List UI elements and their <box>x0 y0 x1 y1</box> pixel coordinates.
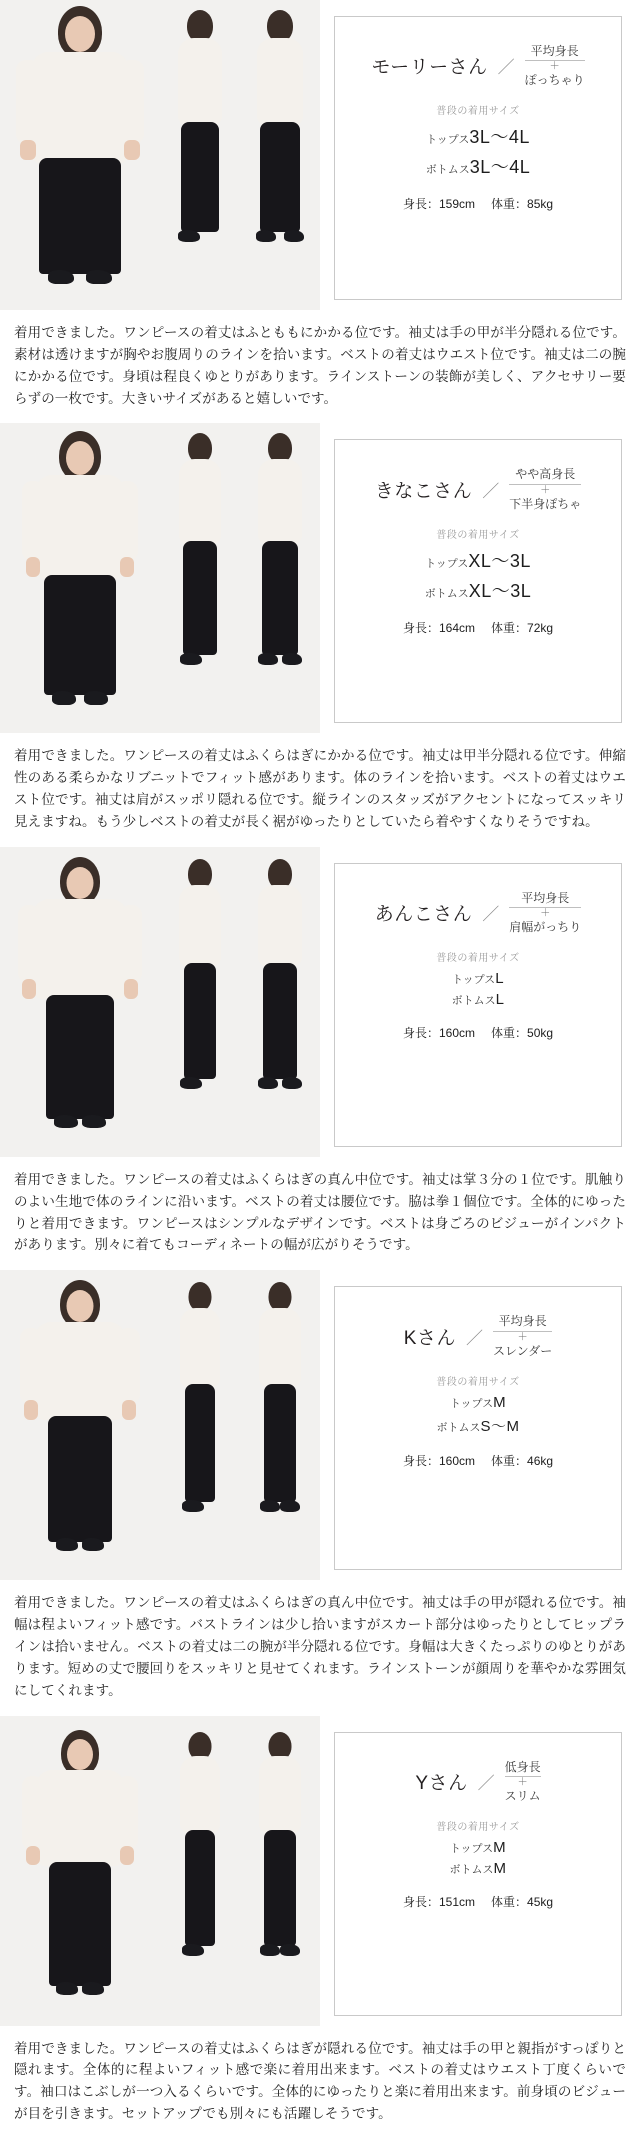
figure-illustration <box>0 1270 160 1574</box>
tops-size-value: M <box>493 1393 507 1411</box>
reviewer-name-row <box>349 43 607 88</box>
usual-size-label: 普段の着用サイズ <box>436 106 520 118</box>
measurements-row <box>403 1024 553 1041</box>
reviewer-comment: 着用できました。ワンピースの着丈はふとももにかかる位です。袖丈は手の甲が半分隠れる位です。素材は透けますが胸やお腹周りのラインを拾います。ベストの着丈はウエスト位です。袖丈は二の腕にかかる位です。身頃は程良くゆとりがあります。ラインストーンの装飾が美しく、アクセサリー要らずの一枚です。大きいサイズがあると嬉しいです。 <box>0 310 640 423</box>
tops-size-row <box>450 1839 506 1856</box>
tops-size-row <box>426 123 530 149</box>
photo-front <box>0 1270 160 1580</box>
reviewer-comment: 着用できました。ワンピースの着丈はふくらはぎの真ん中位です。袖丈は手の甲が隠れる位です。袖幅は程よいフィット感です。バストラインは少し拾いますがスカート部分はゆったりとしてヒップラインは拾いません。ベストの着丈は二の腕が半分隠れる位です。身幅は大きくたっぷりのゆとりがあります。短めの丈で腰回りをスッキリと見せてくれます。ラインストーンが顔周りを華やかな雰囲気にしてくれます。 <box>0 1580 640 1715</box>
photo-side <box>160 0 240 310</box>
figure-illustration <box>160 1716 240 2020</box>
photo-strip <box>0 0 320 310</box>
bottoms-size-value: 3L～4L <box>469 157 531 178</box>
figure-illustration <box>240 1270 320 1574</box>
slash-separator: ／ <box>477 1773 495 1793</box>
reviewer-traits <box>509 466 581 511</box>
usual-size-label: 普段の着用サイズ <box>436 529 520 541</box>
plus-sign: ＋ <box>540 908 551 920</box>
measurements-row <box>403 195 553 212</box>
reviewer-name-row <box>349 1313 607 1358</box>
weight-label: 体重： <box>491 1453 528 1468</box>
figure-illustration <box>0 847 160 1151</box>
measurements-row <box>403 619 553 636</box>
photo-side <box>160 1270 240 1580</box>
bottoms-size-row <box>426 153 531 179</box>
plus-sign: ＋ <box>517 1331 528 1343</box>
weight-measure <box>491 1024 553 1041</box>
bottoms-size-row <box>425 577 532 603</box>
figure-illustration <box>0 1716 160 2020</box>
tops-size-value: L <box>495 970 505 988</box>
bottoms-label: ボトムス <box>449 1863 494 1876</box>
height-measure <box>403 1452 475 1469</box>
tops-label: トップス <box>449 1397 494 1410</box>
plus-sign: ＋ <box>517 1776 528 1788</box>
photo-side <box>160 847 240 1157</box>
usual-size-label: 普段の着用サイズ <box>436 1821 520 1833</box>
photo-front <box>0 1716 160 2026</box>
tops-label: トップス <box>425 557 469 570</box>
usual-size-label: 普段の着用サイズ <box>436 1376 520 1388</box>
photo-back <box>240 0 320 310</box>
photo-front <box>0 0 160 310</box>
trait-bottom: スリム <box>504 1788 541 1803</box>
reviewer-name: モーリーさん <box>371 57 488 79</box>
tops-size-row <box>425 547 531 573</box>
reviewer-block <box>0 1270 640 1715</box>
height-value: 160cm <box>438 1026 475 1041</box>
photo-side <box>160 423 240 733</box>
measurements-row <box>403 1452 553 1469</box>
weight-label: 体重： <box>491 1894 528 1909</box>
bottoms-size-value: L <box>495 991 505 1009</box>
reviewer-info-card <box>320 847 640 1157</box>
weight-label: 体重： <box>491 1026 528 1041</box>
reviewer-top-row <box>0 847 640 1157</box>
reviewer-name-row <box>349 890 607 935</box>
height-value: 160cm <box>438 1453 475 1468</box>
reviewer-name: Kさん <box>403 1327 456 1349</box>
bottoms-size-row <box>452 991 505 1008</box>
weight-value: 85kg <box>527 197 554 212</box>
reviewer-top-row <box>0 1270 640 1580</box>
bottoms-label: ボトムス <box>436 1421 481 1434</box>
reviewer-name-row <box>349 466 607 511</box>
photo-front <box>0 423 160 733</box>
photo-back <box>240 1270 320 1580</box>
reviewer-info-card <box>320 0 640 310</box>
photo-back <box>240 1716 320 2026</box>
usual-size-label: 普段の着用サイズ <box>436 953 520 965</box>
weight-value: 72kg <box>527 620 554 635</box>
photo-side <box>160 1716 240 2026</box>
bottoms-size-row <box>450 1860 507 1877</box>
reviewer-info-card <box>320 423 640 733</box>
weight-measure <box>491 195 553 212</box>
bottoms-label: ボトムス <box>451 995 496 1008</box>
reviewer-name: あんこさん <box>374 904 473 926</box>
reviewer-traits <box>525 43 585 88</box>
height-value: 159cm <box>438 197 475 212</box>
tops-label: トップス <box>451 974 496 987</box>
trait-top: 平均身長 <box>525 43 585 61</box>
reviewer-top-row <box>0 0 640 310</box>
height-label: 身長： <box>402 620 439 635</box>
trait-top: 平均身長 <box>493 1313 552 1331</box>
reviewer-name: Yさん <box>415 1772 468 1794</box>
photo-strip <box>0 1716 320 2026</box>
figure-illustration <box>0 423 160 727</box>
slash-separator: ／ <box>482 481 500 501</box>
reviewer-block <box>0 0 640 423</box>
height-value: 164cm <box>438 620 475 635</box>
figure-illustration <box>240 0 320 304</box>
trait-bottom: ぽっちゃり <box>524 73 585 88</box>
reviewer-traits <box>509 890 581 935</box>
height-measure <box>403 619 475 636</box>
bottoms-size-value: S～M <box>480 1417 520 1435</box>
tops-label: トップス <box>449 1842 494 1855</box>
bottoms-size-row <box>436 1415 519 1436</box>
tops-size-row <box>450 1394 506 1411</box>
trait-bottom: 肩幅がっちり <box>509 920 582 935</box>
reviewer-comment: 着用できました。ワンピースの着丈はふくらはぎの真ん中位です。袖丈は掌３分の１位です。肌触りのよい生地で体のラインに沿います。ベストの着丈は腰位です。脇は拳１個位です。全体的にゆったりと着用できます。ワンピースはシンプルなデザインです。ベストは身ごろのビジューがインパクトがあります。別々に着てもコーディネートの幅が広がりそうです。 <box>0 1157 640 1270</box>
bottoms-label: ボトムス <box>424 587 469 600</box>
figure-illustration <box>160 423 240 727</box>
figure-illustration <box>0 0 160 304</box>
weight-value: 45kg <box>527 1894 554 1909</box>
trait-top: 平均身長 <box>509 890 581 908</box>
trait-bottom: 下半身ぽちゃ <box>509 496 582 511</box>
height-measure <box>403 1893 475 1910</box>
weight-measure <box>491 619 553 636</box>
reviewer-info-card <box>320 1270 640 1580</box>
figure-illustration <box>160 847 240 1151</box>
tops-size-value: M <box>493 1838 507 1856</box>
height-label: 身長： <box>402 1026 439 1041</box>
photo-strip <box>0 423 320 733</box>
slash-separator: ／ <box>465 1328 483 1348</box>
tops-size-row <box>452 970 504 987</box>
height-measure <box>403 1024 475 1041</box>
reviewer-comment: 着用できました。ワンピースの着丈はふくらはぎにかかる位です。袖丈は甲半分隠れる位です。伸縮性のある柔らかなリブニットでフィット感があります。体のラインを拾います。ベストの着丈はウエスト位です。袖丈は肩がスッポリ隠れる位です。縦ラインのスタッズがアクセントになってスッキリ見えますね。もう少しベストの着丈が長く裾がゆったりとしていたら着やすくなりそうですね。 <box>0 733 640 846</box>
figure-illustration <box>160 1270 240 1574</box>
weight-value: 50kg <box>527 1026 554 1041</box>
reviewer-traits <box>493 1313 552 1358</box>
photo-strip <box>0 1270 320 1580</box>
height-label: 身長： <box>402 1453 439 1468</box>
reviewer-name-row <box>349 1759 607 1804</box>
figure-illustration <box>240 847 320 1151</box>
weight-measure <box>491 1452 553 1469</box>
height-measure <box>403 195 475 212</box>
height-label: 身長： <box>402 197 439 212</box>
weight-value: 46kg <box>527 1453 554 1468</box>
reviewer-block <box>0 847 640 1270</box>
weight-label: 体重： <box>491 620 528 635</box>
measurements-row <box>403 1893 553 1910</box>
photo-front <box>0 847 160 1157</box>
weight-label: 体重： <box>491 197 528 212</box>
bottoms-size-value: XL～3L <box>468 580 532 601</box>
figure-illustration <box>160 0 240 304</box>
reviewer-traits <box>505 1759 541 1804</box>
weight-measure <box>491 1893 553 1910</box>
height-label: 身長： <box>402 1894 439 1909</box>
bottoms-label: ボトムス <box>425 164 470 177</box>
tops-size-value: 3L～4L <box>469 127 530 148</box>
figure-illustration <box>240 423 320 727</box>
photo-strip <box>0 847 320 1157</box>
tops-size-value: XL～3L <box>468 550 531 571</box>
reviewer-name: きなこさん <box>374 480 473 502</box>
slash-separator: ／ <box>497 58 515 78</box>
trait-top: 低身長 <box>505 1759 541 1777</box>
height-value: 151cm <box>438 1894 475 1909</box>
trait-bottom: スレンダー <box>492 1343 553 1358</box>
trait-top: やや高身長 <box>509 466 581 484</box>
plus-sign: ＋ <box>549 61 560 73</box>
reviewer-block <box>0 1716 640 2139</box>
tops-label: トップス <box>426 134 470 147</box>
bottoms-size-value: M <box>493 1859 507 1877</box>
reviewer-info-card <box>320 1716 640 2026</box>
figure-illustration <box>240 1716 320 2020</box>
photo-back <box>240 847 320 1157</box>
photo-back <box>240 423 320 733</box>
slash-separator: ／ <box>482 905 500 925</box>
reviewer-top-row <box>0 423 640 733</box>
reviewer-comment: 着用できました。ワンピースの着丈はふくらはぎが隠れる位です。袖丈は手の甲と親指がすっぽりと隠れます。全体的に程よいフィット感で楽に着用出来ます。ベストの着丈はウエスト丁度くらいです。袖口はこぶしが一つ入るくらいです。全体的にゆったりと楽に着用出来ます。前身頃のビジューが目を引きます。セットアップでも別々にも活躍しそうです。 <box>0 2026 640 2139</box>
reviewer-top-row <box>0 1716 640 2026</box>
plus-sign: ＋ <box>540 484 551 496</box>
reviewer-block <box>0 423 640 846</box>
